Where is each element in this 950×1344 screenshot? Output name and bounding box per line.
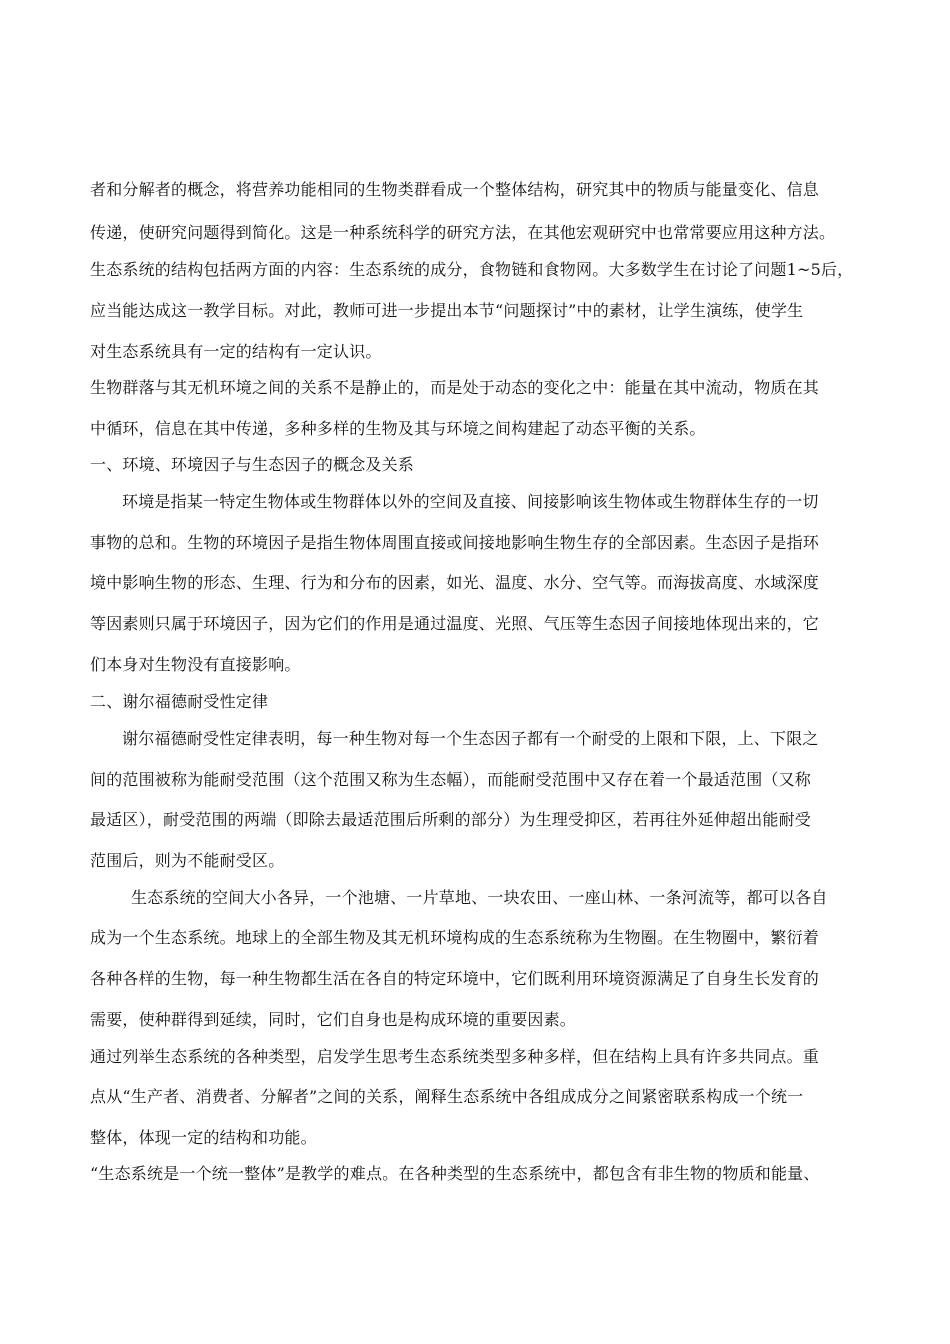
- text-line: 环境是指某一特定生物体或生物群体以外的空间及直接、间接影响该生物体或生物群体生存的一切: [122, 492, 819, 511]
- text-line: 们本身对生物没有直接影响。: [90, 655, 301, 674]
- text-line: 生态系统的结构包括两方面的内容：生态系统的成分，食物链和食物网。大多数学生在讨论了问题1~5后，: [90, 260, 854, 279]
- text-line: 者和分解者的概念，将营养功能相同的生物类群看成一个整体结构，研究其中的物质与能量变化、信息: [90, 180, 820, 199]
- text-line: 需要，使种群得到延续，同时，它们自身也是构成环境的重要因素。: [90, 1010, 577, 1029]
- text-line: 整体，体现一定的结构和功能。: [90, 1128, 317, 1147]
- text-line: 境中影响生物的形态、生理、行为和分布的因素，如光、温度、水分、空气等。而海拔高度、水域深度: [90, 573, 820, 592]
- text-line: 成为一个生态系统。地球上的全部生物及其无机环境构成的生态系统称为生物圈。在生物圈中，繁衍着: [90, 928, 820, 947]
- section-heading: 二、谢尔福德耐受性定律: [90, 692, 269, 711]
- text-line: 事物的总和。生物的环境因子是指生物体周围直接或间接地影响生物生存的全部因素。生态因子是指环: [90, 533, 820, 552]
- text-line: 生物群落与其无机环境之间的关系不是静止的，而是处于动态的变化之中：能量在其中流动，物质在其: [90, 378, 820, 397]
- text-line: 应当能达成这一教学目标。对此，教师可进一步提出本节“问题探讨”中的素材，让学生演练，使学生: [90, 301, 804, 320]
- text-line: 等因素则只属于环境因子，因为它们的作用是通过温度、光照、气压等生态因子间接地体现出来的，它: [90, 614, 820, 633]
- text-line: 通过列举生态系统的各种类型，启发学生思考生态系统类型多种多样，但在结构上具有许多共同点。重: [90, 1047, 820, 1066]
- text-line: 中循环，信息在其中传递，多种多样的生物及其与环境之间构建起了动态平衡的关系。: [90, 419, 706, 438]
- text-line: 点从“生产者、消费者、分解者”之间的关系，阐释生态系统中各组成成分之间紧密联系构成一个统一: [90, 1087, 804, 1106]
- section-heading: 一、环境、环境因子与生态因子的概念及关系: [90, 455, 415, 474]
- text-line: 间的范围被称为能耐受范围（这个范围又称为生态幅），而能耐受范围中又存在着一个最适范围（又称: [90, 770, 812, 789]
- text-line: 对生态系统具有一定的结构有一定认识。: [90, 342, 382, 361]
- text-line: 传递，使研究问题得到简化。这是一种系统科学的研究方法，在其他宏观研究中也常常要应用这种方法。: [90, 223, 836, 242]
- text-line: “生态系统是一个统一整体”是教学的难点。在各种类型的生态系统中，都包含有非生物的物质和能量、: [90, 1164, 820, 1183]
- text-line: 生态系统的空间大小各异，一个池塘、一片草地、一块农田、一座山林、一条河流等，都可以各自: [131, 888, 828, 907]
- text-line: 最适区），耐受范围的两端（即除去最适范围后所剩的部分）为生理受抑区，若再往外延伸超出能耐受: [90, 810, 812, 829]
- text-line: 范围后，则为不能耐受区。: [90, 851, 285, 870]
- text-line: 各种各样的生物，每一种生物都生活在各自的特定环境中，它们既利用环境资源满足了自身生长发育的: [90, 969, 820, 988]
- text-line: 谢尔福德耐受性定律表明，每一种生物对每一个生态因子都有一个耐受的上限和下限，上、下限之: [122, 729, 819, 748]
